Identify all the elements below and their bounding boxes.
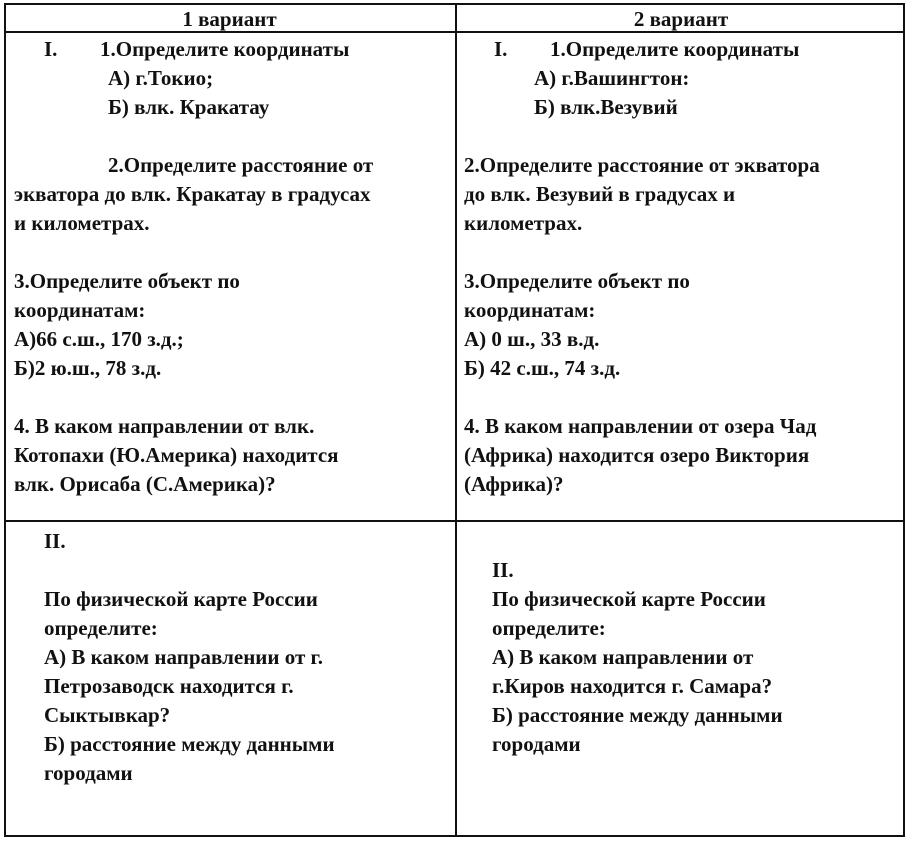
v2-q2-line1: 2.Определите расстояние от экватора bbox=[464, 153, 820, 177]
v1-part2-line2: определите: bbox=[44, 616, 158, 640]
v1-part1-roman: I. bbox=[44, 37, 58, 61]
v1-part2-a3: Сыктывкар? bbox=[44, 703, 171, 727]
v1-q4-line1: 4. В каком направлении от влк. bbox=[14, 414, 315, 438]
v1-q2-line2: экватора до влк. Кракатау в градусах bbox=[14, 182, 371, 206]
v1-q3-b: Б)2 ю.ш., 78 з.д. bbox=[14, 356, 162, 380]
v2-part1-roman: I. bbox=[494, 37, 508, 61]
variant2-header: 2 вариант bbox=[633, 7, 729, 31]
v2-part2-b1: Б) расстояние между данными bbox=[492, 703, 783, 727]
v1-part2-b2: городами bbox=[44, 761, 133, 785]
v1-part2-a1: А) В каком направлении от г. bbox=[44, 645, 323, 669]
v2-q3-b: Б) 42 с.ш., 74 з.д. bbox=[464, 356, 621, 380]
v2-q2-line2: до влк. Везувий в градусах и bbox=[464, 182, 736, 206]
v1-part2-b1: Б) расстояние между данными bbox=[44, 732, 335, 756]
v2-q1-b: Б) влк.Везувий bbox=[534, 95, 678, 119]
v1-q4-line3: влк. Орисаба (С.Америка)? bbox=[14, 472, 276, 496]
variant1-header: 1 вариант bbox=[182, 7, 277, 31]
column-divider bbox=[455, 3, 457, 837]
v2-q1-title: 1.Определите координаты bbox=[550, 37, 800, 61]
v2-part2-roman: II. bbox=[492, 558, 514, 582]
v2-q3-a: А) 0 ш., 33 в.д. bbox=[464, 327, 600, 351]
v2-q4-line2: (Африка) находится озеро Виктория bbox=[464, 443, 810, 467]
v1-q4-line2: Котопахи (Ю.Америка) находится bbox=[14, 443, 339, 467]
v2-q4-line3: (Африка)? bbox=[464, 472, 564, 496]
v1-q3-line1: 3.Определите объект по bbox=[14, 269, 240, 293]
worksheet-table bbox=[4, 3, 905, 837]
v1-q1-a: А) г.Токио; bbox=[108, 66, 214, 90]
v1-q2-line1: 2.Определите расстояние от bbox=[108, 153, 374, 177]
v2-part2-b2: городами bbox=[492, 732, 581, 756]
v1-q2-line3: и километрах. bbox=[14, 211, 150, 235]
v2-part2-line2: определите: bbox=[492, 616, 606, 640]
v2-q1-a: А) г.Вашингтон: bbox=[534, 66, 690, 90]
v2-part2-a1: А) В каком направлении от bbox=[492, 645, 754, 669]
v1-q3-a: А)66 с.ш., 170 з.д.; bbox=[14, 327, 184, 351]
v2-q3-line2: координатам: bbox=[464, 298, 596, 322]
v1-part2-line1: По физической карте России bbox=[44, 587, 318, 611]
v2-q4-line1: 4. В каком направлении от озера Чад bbox=[464, 414, 817, 438]
v1-q3-line2: координатам: bbox=[14, 298, 146, 322]
part-divider bbox=[4, 520, 905, 522]
v1-q1-b: Б) влк. Кракатау bbox=[108, 95, 270, 119]
v1-part2-a2: Петрозаводск находится г. bbox=[44, 674, 294, 698]
v1-part2-roman: II. bbox=[44, 529, 66, 553]
v1-q1-title: 1.Определите координаты bbox=[100, 37, 350, 61]
v2-q2-line3: километрах. bbox=[464, 211, 583, 235]
v2-q3-line1: 3.Определите объект по bbox=[464, 269, 690, 293]
v2-part2-a2: г.Киров находится г. Самара? bbox=[492, 674, 773, 698]
v2-part2-line1: По физической карте России bbox=[492, 587, 766, 611]
